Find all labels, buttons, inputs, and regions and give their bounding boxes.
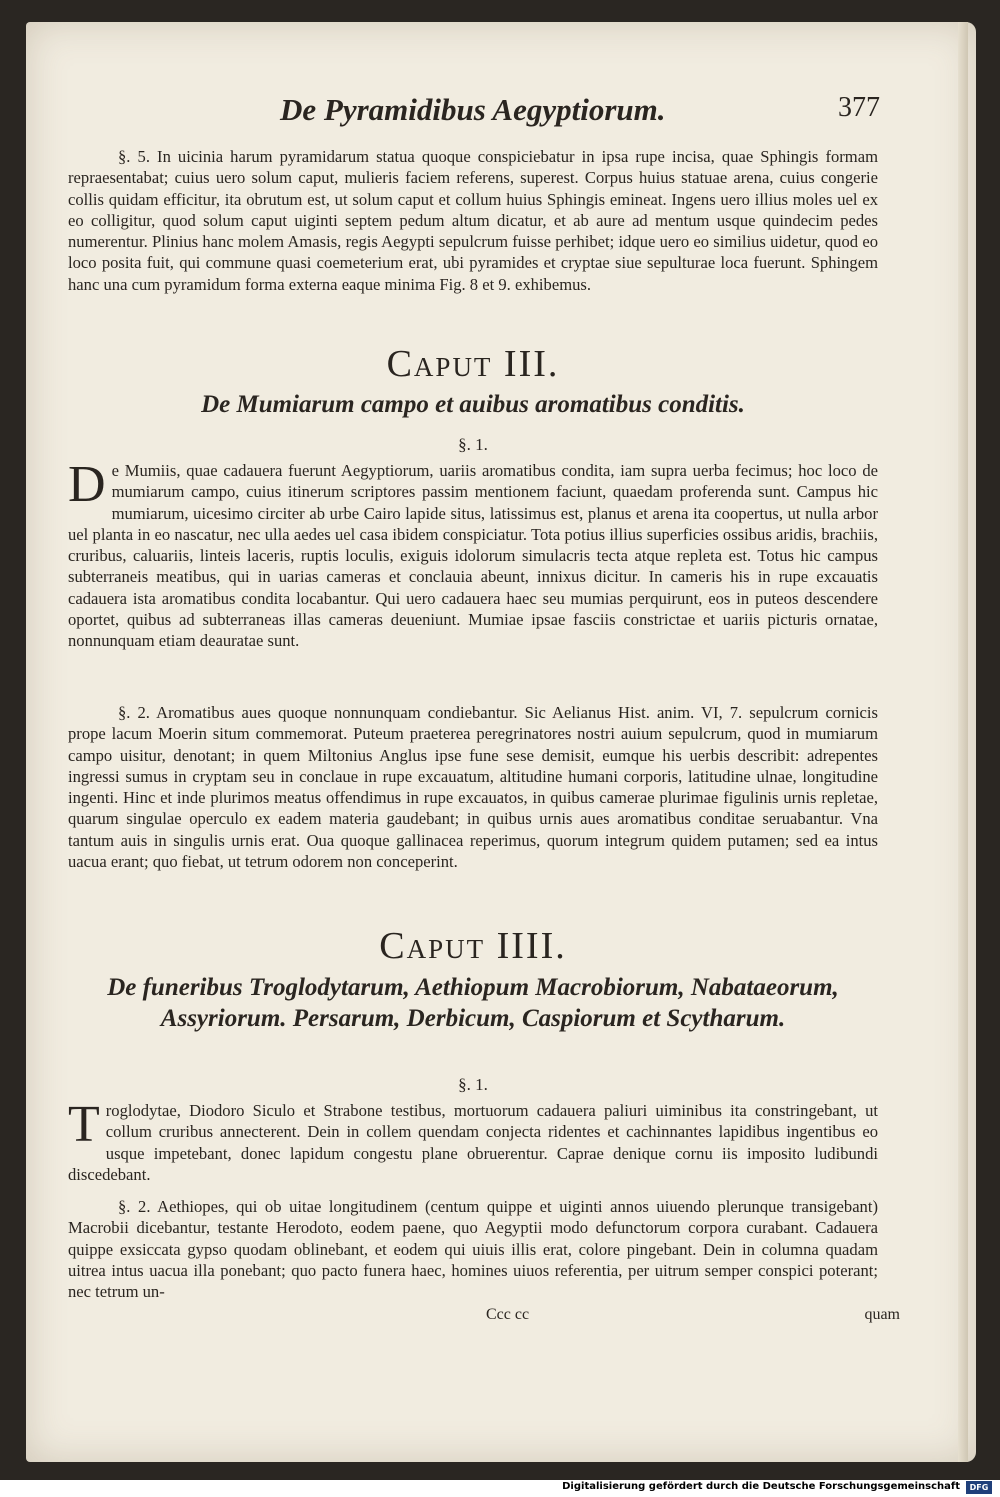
caput-4-s1-label-block [68,1074,878,1095]
caput-4-s2 [68,1196,878,1302]
caput-3-subtitle-block [68,390,878,420]
caput-3-s1-label: §. 1. [458,435,488,454]
caput-3-heading: Caput III. [386,343,560,385]
paragraph-s5: §. 5. In uicinia harum pyramidarum statua quoque conspiciebatur in ipsa rupe incisa, quae Sphingis formam repraesentabat; cuius uero solum caput, mulieris faciem referens, superest. Corpus huius statuae arena, cuius congerie collis quidam efficitur, ita obrutum est, ut solum caput et collum huius Sphingis emineat. Ingens uero illius moles uel ex eo colligitur, quod solum caput uiginti septem pedum altum dicatur, et ab aure ad mentum usque quindecim pedes numerentur. Plinius hanc molem Amasis, regis Aegypti sepulcrum fuisse perhibet; idque uero eo similius uidetur, quod eo loco posita fuit, qui commune quasi coemeterium erat, ubi pyramides et cryptae siue sepulturae loca fuerunt. Sphingem hanc una cum pyramidum forma externa eaque minima Fig. 8 et 9. exhibemus. [68,147,878,294]
caput-4-heading-block [68,924,878,968]
drop-cap-t: T [68,1096,100,1153]
caput-3-s1-paragraph [68,456,878,652]
caput-4-heading: Caput IIII. [379,925,567,967]
page-edge [958,22,968,1462]
signature-mark: Ccc cc [486,1306,530,1323]
caput-3-s2 [68,702,878,872]
page-number: 377 [838,92,880,123]
section-5 [68,146,878,295]
caput-3-s1-label-block [68,434,878,455]
running-title: De Pyramidibus Aegyptiorum. [280,92,666,127]
caput-3-subtitle: De Mumiarum campo et auibus aromatibus conditis. [201,391,745,418]
running-header [280,92,880,132]
drop-cap-d: D [68,456,106,513]
funding-credit: Digitalisierung gefördert durch die Deutsche Forschungsgemeinschaft [562,1481,960,1492]
caput-3-s2-paragraph: §. 2. Aromatibus aues quoque nonnunquam condiebantur. Sic Aelianus Hist. anim. VI, 7. sepulcrum cornicis prope lacum Moerin situm commemorat. Puteum praeterea peregrinatores nostri auium sepulcrum, quod in mumiarum campo uisitur, denotant; in quem Miltonius Anglus ipse fune sese demisit, eumque his uerbis describit: adrepentes ingressi sumus in cryptam seu in conclaue in rupe excauatum, altitudine humani corporis, latitudine ulnae, longitudine ingenti. Hinc et inde plurimos meatus offendimus in rupe excauatos, in quibus camerae plurimae figulinis urnis repletae, quarum singulae operculo ex eadem materia gaudebant; in quibus urnis aues aromatibus conditae seruabantur. Vna tantum auis in singulis urnis erat. Oua quoque gallinacea reperimus, quorum integrum quidem putamen; sed ea intus uacua erant; quo fiebat, ut tetrum odorem non conceperint. [68,703,878,872]
caput-4-s1-text: roglodytae, Diodoro Siculo et Strabone testibus, mortuorum cadauera paliuri uiminibus ita constringebant, ut collum cruribus annecterent. Dein in collem quendam conjecta ridentes et cachinnantes lapidibus ingentibus eo usque impetebant, donec lapidum congestu plane obruerentur. Caprae denique cornu iis imposito ludibundi discedebant. [68,1101,878,1184]
caput-4-s1-paragraph [68,1096,878,1185]
caput-3-s1-text: e Mumiis, quae cadauera fuerunt Aegyptiorum, uariis aromatibus condita, iam supra uerba fecimus; hoc loco de mumiarum campo, cuius itinerum scriptores passim mentionem faciunt, quaedam proferenda sunt. Campus hic mumiarum, uicesimo circiter ab urbe Cairo lapide situs, latissimus est, planus et arena ita coopertus, ut nulla arbor uel planta in eo nascatur, nec ulla aedes uel casa ibidem conspiciatur. Tota potius illius superficies ossibus aridis, brachiis, cruribus, caluariis, linteis laceris, ruptis loculis, exiguis idolorum simulacris tecta atque repleta est. Totus hic campus subterraneis meatibus, qui in uarias cameras et conclauia abeunt, innixus dicitur. In cameris his in rupe excauatis cadauera ista aromatibus condita locabantur. Qui uero cadauera haec seu mumias perquirunt, eos in puteos descendere oportet, quibus ad subterraneas illas cameras deueniunt. Mumiae ipsae fasciis constrictae et uariis picturis ornatae, nonnunquam etiam deauratae sunt. [68,461,878,651]
caput-3-s1 [68,456,878,652]
caput-4-s1 [68,1096,878,1185]
footer-bar [0,1480,1000,1497]
dfg-logo: DFG [966,1481,992,1494]
caput-4-s2-paragraph: §. 2. Aethiopes, qui ob uitae longitudinem (centum quippe et uiginti annos uiuendo plerunque transigebant) Macrobii dicebantur, testante Herodoto, eodem paene, quo Aegyptii modo defunctorum corpora curabant. Cadauera quippe exsiccata gypso quodam oblinebant, et eodem qui uiuis illis erat, colore pingebant. Dein in columna quadam uitrea intus uacua illa ponebant; quo pacto funera haec, homines uiuos referentia, per uitrum semper conspici poterant; nec tetrum un- [68,1197,878,1302]
caput-4-s1-label: §. 1. [458,1075,488,1094]
caput-4-subtitle-block [68,972,878,1034]
catchword: quam [864,1306,900,1323]
caput-3-heading-block [68,342,878,386]
caput-4-subtitle: De funeribus Troglodytarum, Aethiopum Macrobiorum, Nabataeorum, Assyriorum. Persarum, Derbicum, Caspiorum et Scytharum. [107,974,839,1032]
